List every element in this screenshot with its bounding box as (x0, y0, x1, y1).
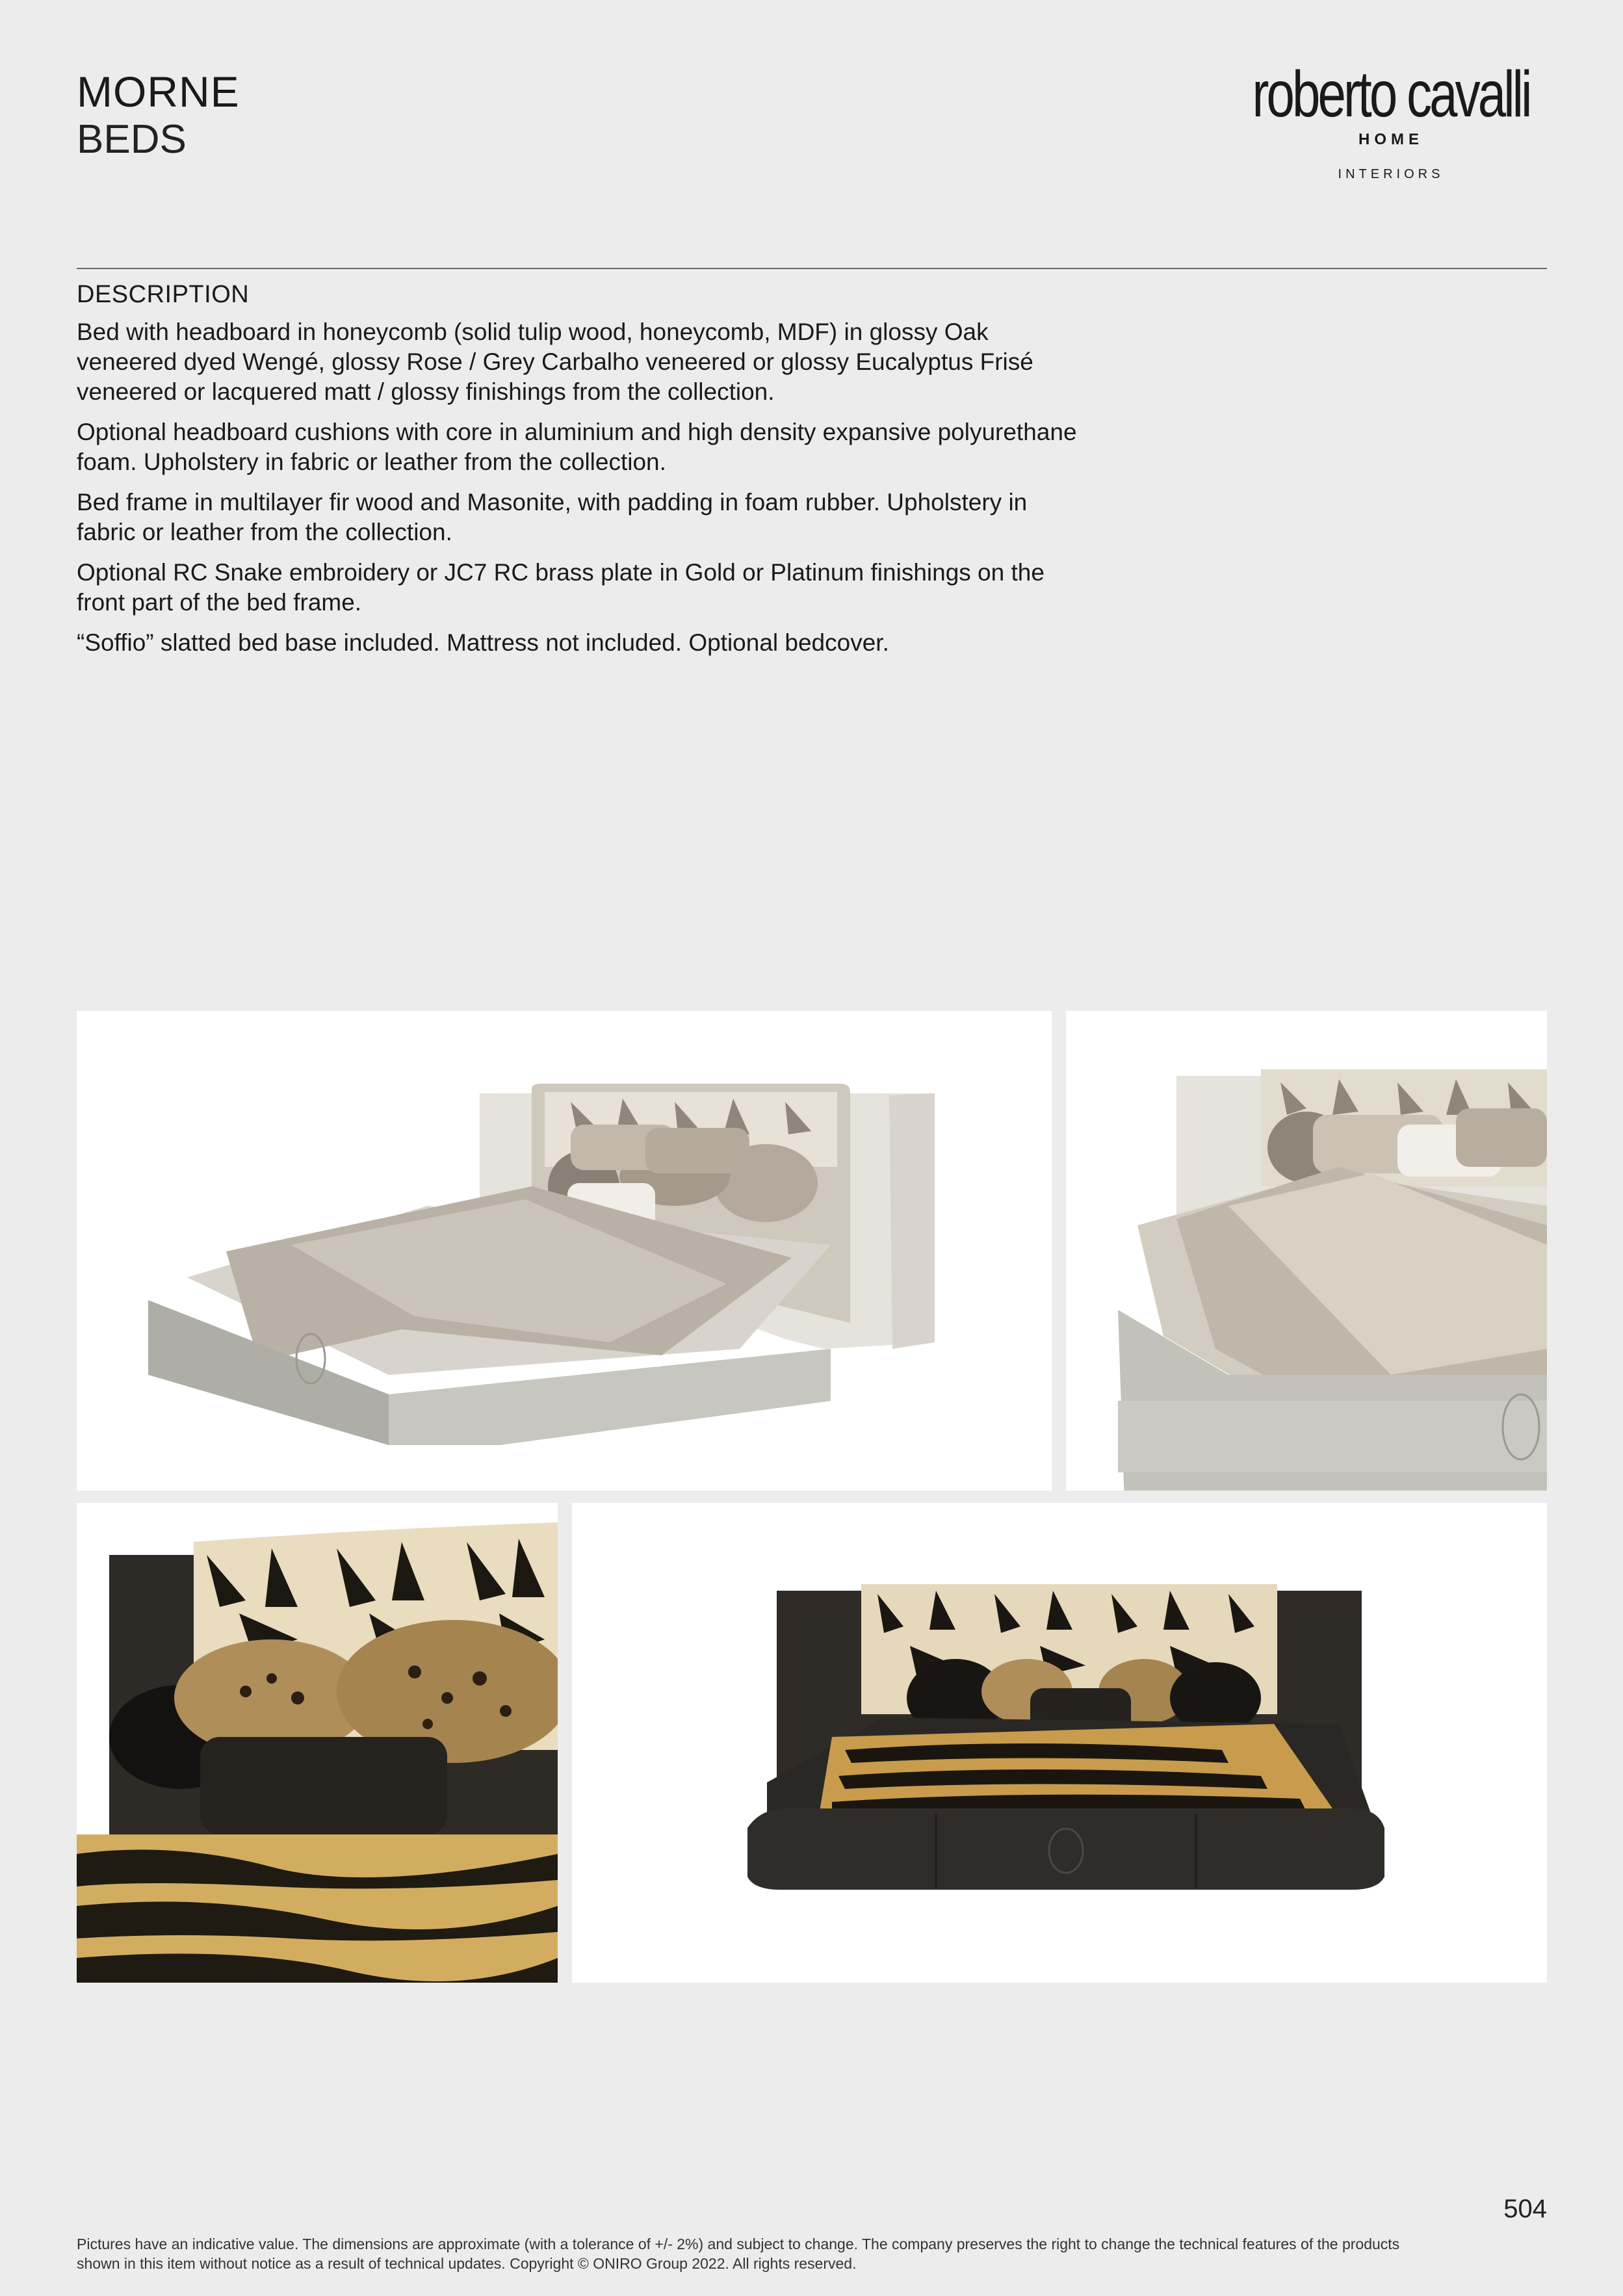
brand-line-home: HOME (1358, 131, 1423, 148)
brand-logo (1235, 58, 1547, 192)
page-number: 504 (1503, 2195, 1547, 2223)
bed-photo-animal-print-detail (77, 1503, 558, 1983)
description-paragraph: Optional RC Snake embroidery or JC7 RC brass plate in Gold or Platinum finishings on the front part of the bed frame. (77, 559, 1045, 616)
description-paragraph: Optional headboard cushions with core in aluminium and high density expansive polyurethane foam. Upholstery in fabric or leather from the collection. (77, 419, 1077, 475)
bed-photo-grey-detail (1066, 1011, 1547, 1491)
bed-photo-animal-print-front (572, 1503, 1547, 1983)
bed-photo-grey-three-quarter (77, 1011, 1052, 1491)
disclaimer-text: Pictures have an indicative value. The dimensions are approximate (with a tolerance of +/- 2%) and subject to change. The company preserves the right to change the technical features of the products shown in this item without notice as a result of technical updates. Copyright © ONIRO Group 2022. All rights reserved. (77, 2236, 1400, 2272)
description-paragraph: Bed frame in multilayer fir wood and Masonite, with padding in foam rubber. Upholstery in fabric or leather from the collection. (77, 489, 1028, 545)
bed-grey-detail-illustration (1066, 1011, 1547, 1491)
product-category: BEDS (77, 117, 187, 162)
bed-animal-print-front-illustration (572, 1503, 1547, 1983)
brand-name: roberto cavalli (1252, 58, 1530, 131)
description-paragraph: “Soffio” slatted bed base included. Mattress not included. Optional bedcover. (77, 629, 889, 656)
bed-animal-print-detail-illustration (77, 1503, 558, 1983)
bed-grey-illustration (77, 1011, 1052, 1491)
description-paragraph: Bed with headboard in honeycomb (solid tulip wood, honeycomb, MDF) in glossy Oak veneered dyed Wengé, glossy Rose / Grey Carbalho veneered or glossy Eucalyptus Frisé veneered or lacquered matt / glossy finishings from the collection. (77, 319, 1033, 405)
description-heading: DESCRIPTION (77, 281, 250, 308)
header-divider (77, 268, 1547, 269)
product-name: MORNE (77, 68, 240, 116)
brand-line-interiors: INTERIORS (1338, 167, 1444, 181)
description-body (77, 317, 1091, 668)
